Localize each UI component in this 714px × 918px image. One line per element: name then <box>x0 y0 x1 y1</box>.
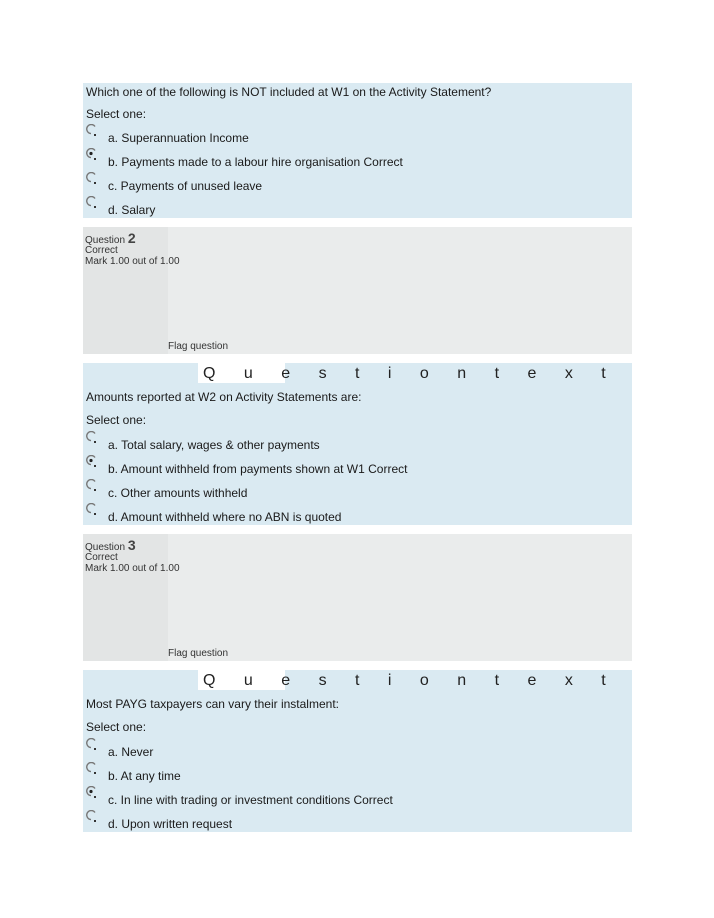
radio-unselected-icon[interactable] <box>86 479 98 493</box>
option-d-label: d. Salary <box>108 203 156 217</box>
option-c-label: c. In line with trading or investment conditions Correct <box>108 793 393 807</box>
question-number: 2 <box>127 230 136 246</box>
option-d-label: d. Upon written request <box>108 817 233 831</box>
question-3-info <box>83 534 632 661</box>
question-text-heading: Q u e s t i o n t e x t <box>203 672 612 689</box>
question-number-label <box>85 537 136 553</box>
radio-unselected-icon[interactable] <box>86 762 98 776</box>
question-2-info <box>83 227 632 354</box>
option-b-label: b. Payments made to a labour hire organisation Correct <box>108 155 403 169</box>
option-a[interactable] <box>83 431 632 455</box>
question-status: Correct <box>85 552 118 563</box>
option-d[interactable] <box>83 810 632 834</box>
option-b-label: b. At any time <box>108 769 181 783</box>
question-mark: Mark 1.00 out of 1.00 <box>85 256 180 267</box>
option-c-label: c. Other amounts withheld <box>108 486 248 500</box>
radio-unselected-icon[interactable] <box>86 431 98 445</box>
option-b[interactable] <box>83 148 632 172</box>
option-b[interactable] <box>83 762 632 786</box>
radio-selected-icon[interactable] <box>86 455 98 469</box>
question-1-text: Which one of the following is NOT included at W1 on the Activity Statement? <box>86 85 492 99</box>
question-number-label <box>85 230 136 246</box>
radio-selected-icon[interactable] <box>86 148 98 162</box>
option-a-label: a. Superannuation Income <box>108 131 249 145</box>
option-a-label: a. Total salary, wages & other payments <box>108 438 320 452</box>
option-c[interactable] <box>83 479 632 503</box>
flag-question-link[interactable]: Flag question <box>168 648 229 659</box>
option-a-label: a. Never <box>108 745 154 759</box>
question-2-text: Amounts reported at W2 on Activity Statements are: <box>86 390 362 404</box>
option-c[interactable] <box>83 172 632 196</box>
radio-unselected-icon[interactable] <box>86 172 98 186</box>
option-b-label: b. Amount withheld from payments shown at W1 Correct <box>108 462 408 476</box>
radio-unselected-icon[interactable] <box>86 810 98 824</box>
radio-unselected-icon[interactable] <box>86 503 98 517</box>
option-b[interactable] <box>83 455 632 479</box>
question-2-block <box>83 363 632 525</box>
select-one-label: Select one: <box>86 107 147 121</box>
option-d[interactable] <box>83 196 632 220</box>
option-d[interactable] <box>83 503 632 527</box>
question-3-block <box>83 670 632 832</box>
select-one-label: Select one: <box>86 413 147 427</box>
option-c-label: c. Payments of unused leave <box>108 179 263 193</box>
radio-selected-icon[interactable] <box>86 786 98 800</box>
radio-unselected-icon[interactable] <box>86 124 98 138</box>
radio-unselected-icon[interactable] <box>86 196 98 210</box>
option-d-label: d. Amount withheld where no ABN is quoted <box>108 510 342 524</box>
question-mark: Mark 1.00 out of 1.00 <box>85 563 180 574</box>
flag-question-link[interactable]: Flag question <box>168 341 229 352</box>
select-one-label: Select one: <box>86 720 147 734</box>
option-c[interactable] <box>83 786 632 810</box>
question-word: Question <box>85 542 126 553</box>
question-3-text: Most PAYG taxpayers can vary their instalment: <box>86 697 339 711</box>
question-status: Correct <box>85 245 118 256</box>
question-1-block <box>83 83 632 218</box>
radio-unselected-icon[interactable] <box>86 738 98 752</box>
question-word: Question <box>85 235 126 246</box>
question-text-heading: Q u e s t i o n t e x t <box>203 365 612 382</box>
option-a[interactable] <box>83 124 632 148</box>
option-a[interactable] <box>83 738 632 762</box>
question-number: 3 <box>127 537 136 553</box>
